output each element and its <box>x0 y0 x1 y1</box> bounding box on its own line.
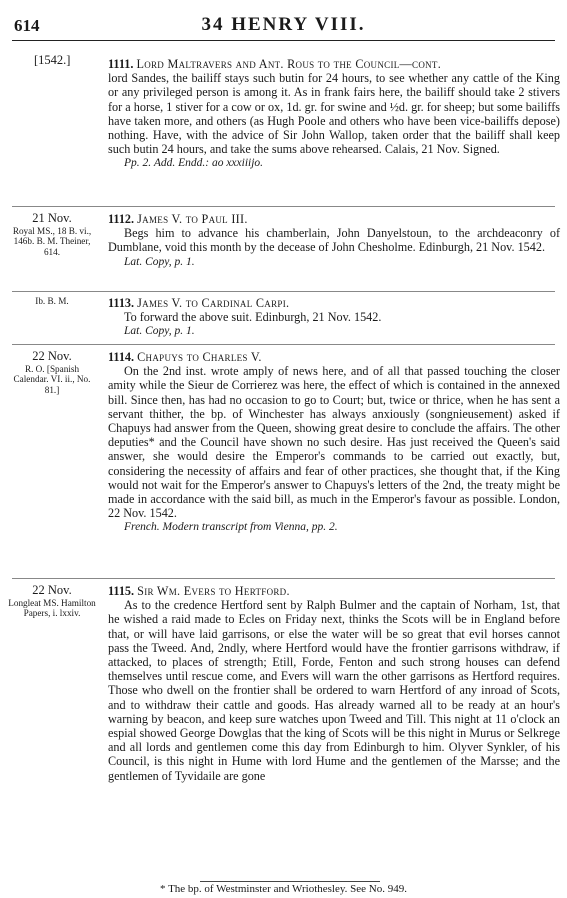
entry-date: 22 Nov. <box>32 583 72 597</box>
entry-number: 1112. <box>108 212 135 226</box>
entry-title: James V. to Cardinal Carpi. <box>137 296 290 310</box>
entry-number: 1114. <box>108 350 135 364</box>
entry-title: Chapuys to Charles V. <box>137 350 262 364</box>
entry-date: 21 Nov. <box>32 211 72 225</box>
entry-1115 <box>108 584 560 783</box>
entry-source: Ib. B. M. <box>35 296 69 306</box>
entry-number: 1113. <box>108 296 135 310</box>
entry-1113 <box>108 296 560 339</box>
entry-source: Longleat MS. Hamilton Papers, i. lxxiv. <box>8 598 96 619</box>
entry-separator <box>12 344 555 345</box>
entry-heading <box>108 350 560 364</box>
entry-separator <box>12 291 555 292</box>
entry-title: Lord Maltravers and Ant. Rous to the Council—cont. <box>136 57 442 71</box>
header-rule <box>12 40 555 41</box>
entry-note: Lat. Copy, p. 1. <box>124 255 195 268</box>
entry-separator <box>12 578 555 579</box>
entry-1111 <box>108 57 560 171</box>
year-tag: [1542.] <box>34 53 71 67</box>
entry-body: To forward the above suit. Edinburgh, 21 Nov. 1542. <box>124 310 382 325</box>
entry-heading <box>108 212 560 226</box>
entry-heading <box>108 296 560 310</box>
entry-body: As to the credence Hertford sent by Ralph Bulmer and the captain of Norham, 1st, that he wished a raid made to Ecles on Friday next, thinks the Scots will be in England before that, or will have laid garrisons, or else the water will be so great that evil horses cannot pass the Tweed. And, 2ndly, where Hertford would have the frontier garrisons withdraw, if attacked, to places of strength; Etill, Forde, Fenton and such strong houses can defend themselves until rescue come, and Evers will warn the other garrisons as Hertford requires. Those who dwell on the frontier shall be ordered to warn Hertford of any inroad of Scots, and to withdraw their cattle and goods. Has already warned all to be ready at an hour's warning by beacon, and keep sure watches upon Tweed and Till. This night at 11 o'clock an espial showed George Dowglas that the king of Scots will be this night in Murus or Selkrege and all lords and gentlemen come this day from Edinburgh to him. Olyver Synkler, of his Council, is this night in Hume with lord Hume and the gentlemen of the Marsse; and the gentlemen of Tyvidaile are gone <box>108 598 561 783</box>
entry-title: Sir Wm. Evers to Hertford. <box>137 584 290 598</box>
entry-heading <box>108 57 560 71</box>
entry-body: Begs him to advance his chamberlain, John Danyelstoun, to the archdeaconry of Dumblane, void this month by the decease of John Chesholme. Edinburgh, 21 Nov. 1542. <box>108 226 560 255</box>
entry-note: French. Modern transcript from Vienna, pp. 2. <box>124 521 338 534</box>
entry-number: 1111. <box>108 57 134 71</box>
entry-1112 <box>108 212 560 269</box>
margin-1113 <box>8 296 96 306</box>
margin-1114 <box>8 349 96 395</box>
entry-separator <box>12 206 555 207</box>
entry-1114 <box>108 350 560 535</box>
entry-title: James V. to Paul III. <box>137 212 248 226</box>
entry-body: On the 2nd inst. wrote amply of news here, and of all that passed touching the closer amity while the Sieur de Corrierez was here, the effect of which is contained in the annexed bill. Since then, has had no occasion to go to Court; but, twice or thrice, when he has sent a servant thither, the bp. of Winchester has always anxiously (songnieusement) asked if Chapuys had answer from the Queen, showing great desire to conclude the affairs. The other deputies* and the Council have shown no such desire. Has just received the Queen's said answer, she would desire the Emperor's commands to be carried out exactly, but, considering the necessity of affairs and fear of other practices, she thought that, if the King would not wait for the Emperor's answer to Chapuys's letters of the 2nd, the treaty might be made in accordance with the said bill, as much in the Emperor's favour as possible. London, 22 Nov. 1542. <box>108 364 560 521</box>
footnote-rule <box>200 881 380 882</box>
entry-source: R. O. [Spanish Calendar. VI. ii., No. 81.] <box>13 364 91 395</box>
margin-1112 <box>8 211 96 257</box>
entry-date: 22 Nov. <box>32 349 72 363</box>
entry-source: Royal MS., 18 B. vi., 146b. B. M. Theiner, 614. <box>12 226 92 257</box>
entry-note: Pp. 2. Add. Endd.: ao xxxiiijo. <box>124 157 264 170</box>
entry-note: Lat. Copy, p. 1. <box>124 325 195 338</box>
footnote: * The bp. of Westminster and Wriothesley. See No. 949. <box>160 883 407 895</box>
entry-body: lord Sandes, the bailiff stays such butin for 24 hours, to see whether any cattle of the King or any privileged person is among it. As in frank fairs here, the bailiff should take 2 stivers for a horse, 1 stiver for a cow or ox, 1d. gr. for swine and ½d. gr. for sheep; but some bailiffs have taken more, and others (as Hugh Poole and others who have been vice-bailiffs depose) nothing. Have, with the advice of Sir John Wallop, taken order that the bailiff shall keep such butin 24 hours, and take the sums above rehearsed. Calais, 21 Nov. Signed. <box>108 71 560 157</box>
entry-number: 1115. <box>108 584 135 598</box>
running-title: 34 HENRY VIII. <box>201 14 366 35</box>
margin-1115 <box>8 583 96 619</box>
entry-heading <box>108 584 560 598</box>
page-number: 614 <box>14 16 40 35</box>
